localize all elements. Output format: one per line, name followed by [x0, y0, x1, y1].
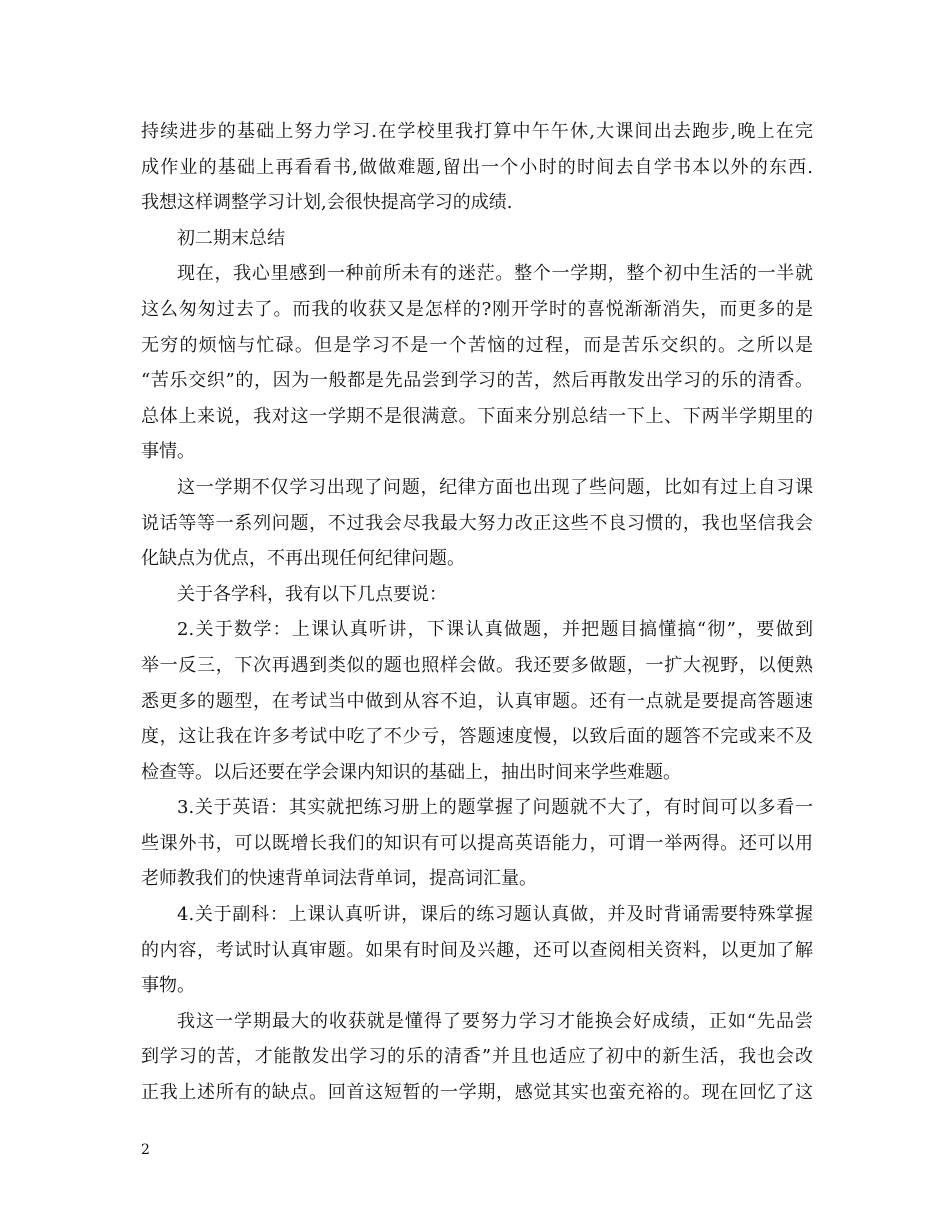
text-line: 4.关于副科：上课认真听讲，课后的练习题认真做，并及时背诵需要特殊掌握: [177, 904, 813, 926]
text-line: 悉更多的题型，在考试当中做到从容不迫，认真审题。还有一点就是要提高答题速: [141, 690, 813, 712]
text-line: 到学习的苦，才能散发出学习的乐的清香”并且也适应了初中的新生活，我也会改: [141, 1046, 813, 1068]
text-line: 检查等。以后还要在学会课内知识的基础上，抽出时间来学些难题。: [141, 761, 681, 783]
text-line: 总体上来说，我对这一学期不是很满意。下面来分别总结一下上、下两半学期里的: [141, 405, 813, 427]
text-line: 老师教我们的快速背单词法背单词，提高词汇量。: [141, 868, 537, 890]
text-line: “苦乐交织”的，因为一般都是先品尝到学习的苦，然后再散发出学习的乐的清香。: [141, 370, 813, 392]
text-line: 这么匆匆过去了。而我的收获又是怎样的?刚开学时的喜悦渐渐消失，而更多的是: [141, 298, 813, 320]
text-line: 说话等等一系列问题，不过我会尽我最大努力改正这些不良习惯的，我也坚信我会: [141, 512, 813, 534]
text-line: 初二期末总结: [177, 227, 285, 249]
text-line: 成作业的基础上再看看书,做做难题,留出一个小时的时间去自学书本以外的东西.: [141, 156, 813, 178]
text-line: 正我上述所有的缺点。回首这短暂的一学期，感觉其实也蛮充裕的。现在回忆了这: [141, 1082, 813, 1104]
text-line: 事物。: [141, 975, 195, 997]
text-line: 事情。: [141, 441, 195, 463]
text-line: 持续进步的基础上努力学习.在学校里我打算中午午休,大课间出去跑步,晚上在完: [141, 121, 813, 142]
text-line: 举一反三，下次再遇到类似的题也照样会做。我还要多做题，一扩大视野，以便熟: [141, 654, 813, 676]
document-body: [141, 114, 813, 1111]
text-line: 这一学期不仅学习出现了问题，纪律方面也出现了些问题，比如有过上自习课: [177, 476, 813, 498]
text-line: 的内容，考试时认真审题。如果有时间及兴趣，还可以查阅相关资料，以更加了解: [141, 939, 813, 961]
page-number: 2: [141, 1142, 150, 1158]
text-line: 些课外书，可以既增长我们的知识有可以提高英语能力，可谓一举两得。还可以用: [141, 832, 813, 854]
text-line: 化缺点为优点，不再出现任何纪律问题。: [141, 548, 465, 570]
text-line: 无穷的烦恼与忙碌。但是学习不是一个苦恼的过程，而是苦乐交织的。之所以是: [141, 334, 813, 356]
text-line: 关于各学科，我有以下几点要说：: [177, 583, 447, 605]
text-line: 现在，我心里感到一种前所未有的迷茫。整个一学期，整个初中生活的一半就: [177, 263, 813, 285]
text-line: 3.关于英语：其实就把练习册上的题掌握了问题就不大了，有时间可以多看一: [177, 797, 813, 819]
text-line: 我这一学期最大的收获就是懂得了要努力学习才能换会好成绩，正如“先品尝: [177, 1010, 813, 1032]
text-line: 度，这让我在许多考试中吃了不少亏，答题速度慢，以致后面的题答不完或来不及: [141, 726, 813, 748]
text-line: 我想这样调整学习计划,会很快提高学习的成绩.: [141, 192, 513, 214]
text-line: 2.关于数学：上课认真听讲，下课认真做题，并把题目搞懂搞“彻”，要做到: [177, 619, 813, 641]
